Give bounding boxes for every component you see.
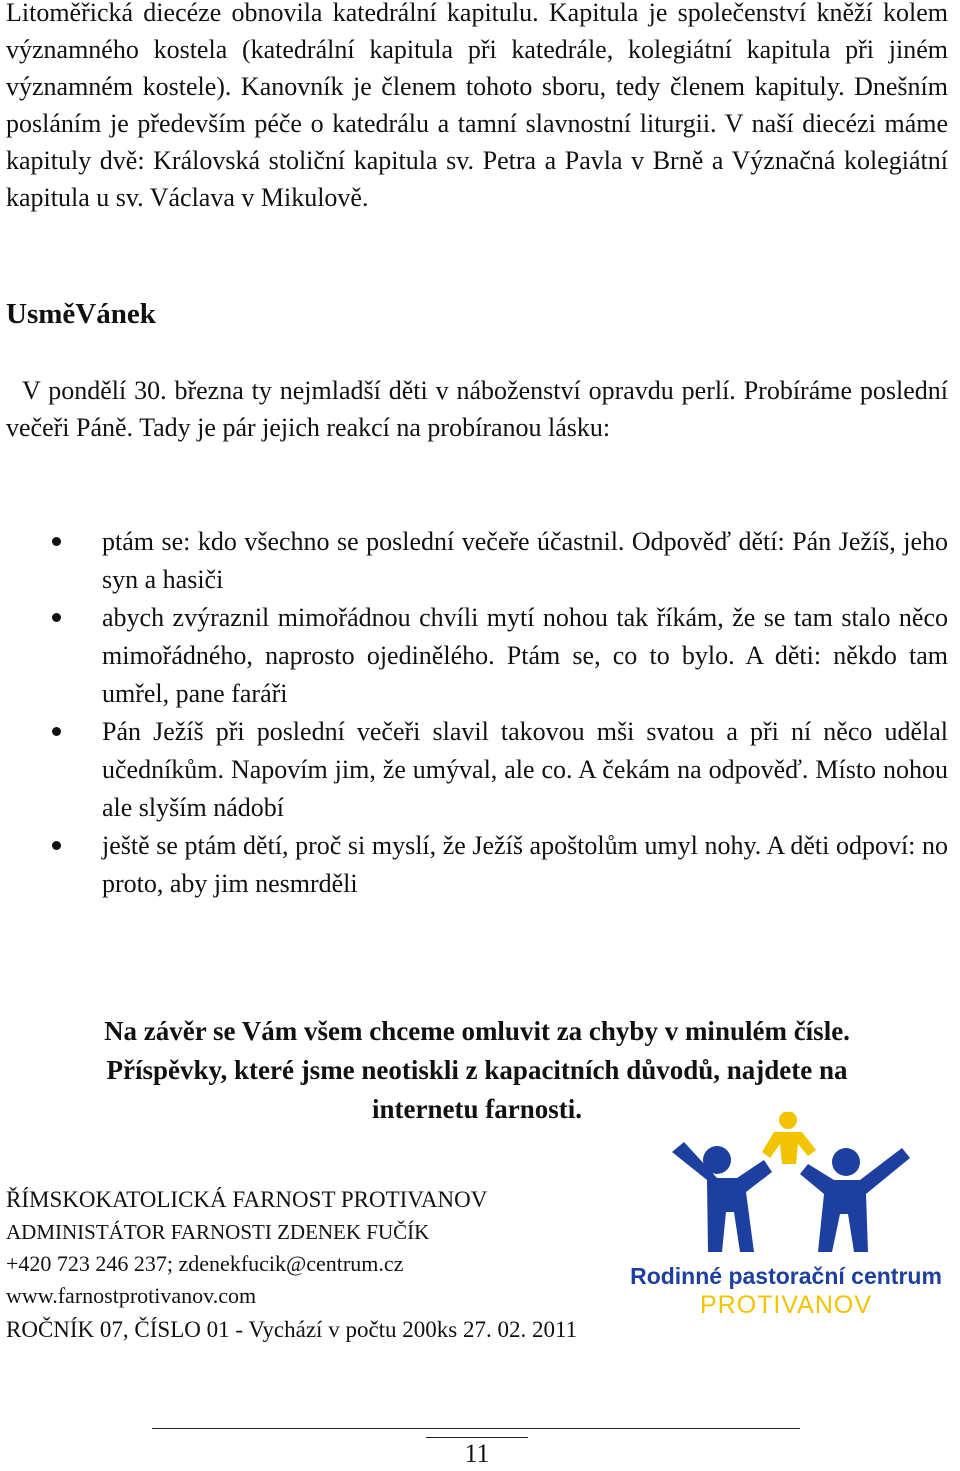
section-paragraph [6, 372, 948, 446]
section-rest: Probíráme poslední večeři Páně. Tady je pár jejich reakcí na probíranou lásku: [6, 376, 949, 442]
apology-line: Na závěr se Vám všem chceme omluvit za chyby v minulém čísle. [104, 1016, 850, 1046]
section-title: UsměVánek [6, 298, 156, 330]
footer-divider [152, 1428, 800, 1429]
list-item-text: ptám se: kdo všechno se poslední večeře účastnil. Odpověď dětí: Pán Ježíš, jeho syn a hasiči [102, 527, 948, 594]
list-item [6, 599, 948, 713]
list-item-text: Pán Ježíš při poslední večeři slavil takovou mši svatou a při ní něco udělal učedníkům. Napovím jim, že umýval, ale co. A čekám na odpověď. Místo nohou ale slyším nádobí [102, 717, 948, 822]
page-number: 11 [464, 1439, 490, 1468]
list-item-text: ještě se ptám dětí, proč si myslí, že Ježíš apoštolům umyl nohy. A děti odpoví: no proto, aby jim nesmrděli [102, 831, 948, 898]
logo-name: Rodinné pastorační centrum [630, 1263, 942, 1289]
list-item-text: abych zvýraznil mimořádnou chvíli mytí nohou tak říkám, že se tam stalo něco mimořádného, naprosto ojedinělého. Ptám se, co to bylo. A děti: někdo tam umřel, pane faráři [102, 603, 948, 708]
section-lead: V pondělí 30. března ty nejmladší děti v náboženství opravdu perlí. [22, 376, 736, 405]
bullet-icon [52, 841, 61, 850]
bullet-list [6, 523, 948, 903]
bullet-icon [52, 613, 61, 622]
family-figures-icon [612, 1112, 960, 1262]
list-item [6, 827, 948, 903]
issue-line: ROČNÍK 07, ČÍSLO 01 - Vychází v počtu 200ks 27. 02. 2011 [6, 1317, 578, 1342]
bullet-icon [52, 727, 61, 736]
bullet-icon [52, 537, 61, 546]
parish-name: ŘÍMSKOKATOLICKÁ FARNOST PROTIVANOV [6, 1187, 488, 1212]
logo-place: PROTIVANOV [699, 1291, 873, 1319]
footer-info [6, 1184, 706, 1346]
website-line: www.farnostprotivanov.com [6, 1283, 257, 1308]
apology-line: Příspěvky, které jsme neotiskli z kapacitních důvodů, najdete na [106, 1055, 848, 1085]
list-item [6, 713, 948, 827]
family-centre-logo [612, 1112, 960, 1334]
administrator-line: ADMINISTÁTOR FARNOSTI ZDENEK FUČÍK [6, 1220, 430, 1244]
apology-line: internetu farnosti. [372, 1094, 582, 1124]
list-item [6, 523, 948, 599]
contact-line: +420 723 246 237; zdenekfucik@centrum.cz [6, 1251, 404, 1276]
intro-paragraph: Litoměřická diecéze obnovila katedrální kapitulu. Kapitula je společenství kněží kolem významného kostela (katedrální kapitula při katedrále, kolegiátní kapitula při jiném významném kostele). Kanovník je členem tohoto sboru, tedy členem kapituly. Dnešním posláním je především péče o katedrálu a tamní slavnostní liturgii. V naší diecézi máme kapituly dvě: Královská stoliční kapitula sv. Petra a Pavla v Brně a Význačná kolegiátní kapitula u sv. Václava v Mikulově. [6, 0, 948, 212]
